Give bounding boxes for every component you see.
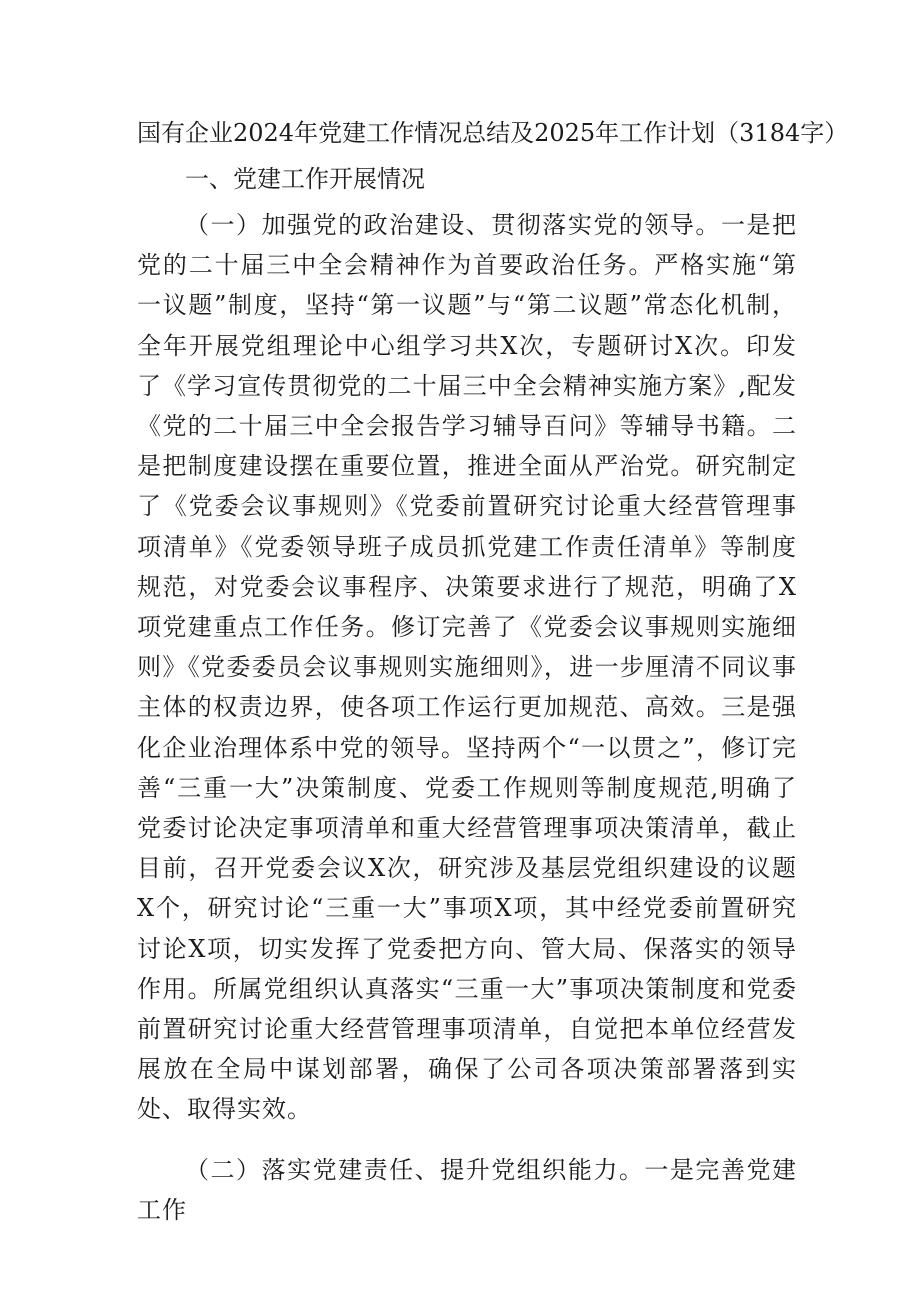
document-body — [137, 113, 849, 1230]
section-heading: 一、党建工作开展情况 — [185, 165, 425, 193]
document-title: 国有企业2024年党建工作情况总结及2025年工作计划（3184字） — [137, 119, 849, 147]
paragraph-1: （一）加强党的政治建设、贯彻落实党的领导。一是把党的二十届三中全会精神作为首要政治任务。严格实施“第一议题”制度，坚持“第一议题”与“第二议题”常态化机制，全年开展党组理论中心组学习共X次，专题研讨X次。印发了《学习宣传贯彻党的二十届三中全会精神实施方案》,配发《党的二十届三中全会报告学习辅导百问》等辅导书籍。二是把制度建设摆在重要位置，推进全面从严治党。研究制定了《党委会议事规则》《党委前置研究讨论重大经营管理事项清单》《党委领导班子成员抓党建工作责任清单》等制度规范，对党委会议事程序、决策要求进行了规范，明确了X项党建重点工作任务。修订完善了《党委会议事规则实施细则》《党委委员会议事规则实施细则》，进一步厘清不同议事主体的权责边界，使各项工作运行更加规范、高效。三是强化企业治理体系中党的领导。坚持两个“一以贯之”，修订完善“三重一大”决策制度、党委工作规则等制度规范,明确了党委讨论决定事项清单和重大经营管理事项决策清单，截止目前，召开党委会议X次，研究涉及基层党组织建设的议题X个，研究讨论“三重一大”事项X项，其中经党委前置研究讨论X项，切实发挥了党委把方向、管大局、保落实的领导作用。所属党组织认真落实“三重一大”事项决策制度和党委前置研究讨论重大经营管理事项清单，自觉把本单位经营发展放在全局中谋划部署，确保了公司各项决策部署落到实处、取得实效。 — [137, 211, 797, 1124]
paragraph-2: （二）落实党建责任、提升党组织能力。一是完善党建工作 — [137, 1155, 797, 1224]
